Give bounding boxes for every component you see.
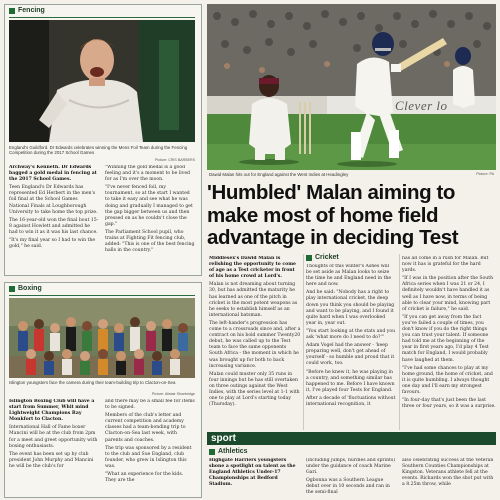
section-rule	[9, 17, 195, 18]
fencing-column-1	[9, 165, 99, 271]
fencing-column-2	[105, 165, 195, 271]
boxing-credit: Picture: Alistair Shoebridge	[151, 392, 195, 396]
paragraph: The 16-year-old won the final bout 15-8 against Howlett and admitted he had to win it as it was his last chance.	[9, 217, 99, 235]
paragraph: The event has been set up by club president John Murphy and Mancini he will be the club's for	[9, 451, 94, 469]
fencing-box	[4, 4, 202, 276]
paragraph: "Before he knew it, he was playing in a country, and something similar has happened to me. Before I have known it, I've played four Tests for England.	[306, 369, 395, 393]
boxing-column-1	[9, 399, 99, 493]
column-divider	[303, 254, 304, 430]
cricket-illustration	[207, 4, 496, 170]
malan-headline	[207, 182, 497, 250]
malan-column-1	[209, 256, 301, 430]
section-label: Fencing	[18, 7, 45, 14]
malan-column-2	[306, 264, 396, 430]
cricket-photo	[207, 4, 496, 170]
fencing-caption: England's Guildford. Dr Edwards celebrates winning the Mens Foil Team during the Fencing Competition during the 2017 School Games	[9, 145, 188, 156]
paragraph: International Hall of Fame boxer Mancini will be at the club from 2pm for a meet and greet opportunity with boxing enthusiasts.	[9, 425, 98, 449]
paragraph: "I've had some chances to play at my home ground, the home of cricket, and it is quite humbling. I always thought one day and I'll earn my strongest favours.	[402, 365, 493, 395]
fencing-credit: Picture: CRIS BARBERS	[155, 158, 195, 162]
malan-column-3	[402, 256, 496, 430]
cricket-section-head	[306, 254, 339, 261]
group-illustration	[9, 298, 195, 378]
headline-line-2: make most of home field	[207, 203, 439, 227]
paragraph: After a decade of 'fluctuations without international recognition, it	[306, 395, 396, 407]
paragraph: Thoughts of this winter's Ashes will be set aside as Malan looks to seize the time he and England need in the here and now.	[306, 264, 392, 288]
cricket-credit: Picture: PA	[476, 172, 494, 176]
paragraph: "I've never fenced foil, my tournament, so at the start I wanted to take it easy and see what he was doing and gradually I managed to get the gap bigger between us and then pressed on as he couldn't close the gap."	[105, 185, 193, 227]
athletics-column-2	[306, 458, 396, 498]
paragraph: also celebrating success at the Veteran Southern Counties Championships at Kingston. Veterans athlete fell at the events. Richards won the shot put with a 8.25m throw, while	[402, 458, 494, 488]
fencer-illustration	[9, 20, 195, 142]
athletics-section-head	[209, 448, 248, 455]
paragraph: Malan is not dreaming about turning 30, but has admitted the maturity he has learned as one of the pitch in cricket is the most potent weapons as he seeks to establish himself as an international batsman.	[209, 282, 298, 318]
hoarding-text: Clever lo	[395, 98, 448, 113]
fencing-section-head	[9, 7, 45, 14]
section-rule	[9, 295, 195, 296]
boxing-box	[4, 282, 202, 498]
paragraph: "What an experience for the kids. They are the	[105, 472, 184, 484]
paragraph: "Winning the gold medal is a good feeling and it's a moment to be lived for as I'm over the moon.	[105, 165, 190, 183]
headline-line-3: advantage in deciding Test	[207, 226, 459, 249]
paragraph: Members of the club's letter and current competition and academy classes had a team-bonding trip to Clacton-on-Sea last week, with parents and coaches.	[105, 413, 186, 443]
section-label: Boxing	[18, 285, 42, 292]
athletics-column-1	[209, 458, 301, 498]
boxing-section-head	[9, 285, 42, 292]
paragraph: Highgate Harriers youngsters shone a spotlight on talent as the England Athletics Under-17 Championships at Bedford Stadium.	[209, 458, 296, 488]
story-intro: Middlesex's Dawid Malan is relishing the opportunity to come of age as a Test cricketer in front of his home crowd at Lord's.	[209, 256, 296, 280]
section-marker-icon	[209, 449, 215, 455]
paragraph: (including jumps, hurdles and sprints) under the guidance of coach Marine Gari.	[306, 458, 396, 476]
section-label: Cricket	[315, 254, 339, 261]
section-marker-icon	[306, 255, 312, 261]
paragraph: Malan could muster only 35 runs in four innings but he has still overtaken on three outings against the West Indies, with the series level at 1-1 with one to play at Lord's starting today (Thursday).	[209, 371, 300, 408]
paragraph: "If you can get away from the fact you've failed a couple of times, you don't know if you do the right things you can trust your talent. If someone had told me at the beginning of the year in first years ago, I'd play 4 Test match for England, I would probably have laughed at them.	[402, 314, 489, 363]
headline-line-1: 'Humbled' Malan aiming to	[207, 181, 456, 204]
paragraph: The Parliament School pupil, who trains at Fighting Fit fencing club, added: "This is one of the best fencing halls in the country."	[105, 229, 195, 254]
paragraph: The trip was sponsored by a resident to the club and Sue England, club founder, who grew in Islington this was.	[105, 445, 192, 469]
cricket-caption: Dawid Malan hits out for England against the West Indies at Headingley	[209, 172, 349, 177]
boxing-caption: Islington youngsters face the camera during their team-building trip to Clacton-on-Sea	[9, 380, 176, 385]
paragraph: "In four-day that's just been the last three or four years, so it was a surprise.	[402, 398, 496, 410]
paragraph: Islington Boxing Club will have a start from Summer, Whit mind Lightweight Champions Ray Monkfort to Clacton.	[9, 399, 95, 423]
paragraph: Ogbonna was a Southern League debut over in 10 seconds and ran in the semi-final	[306, 478, 390, 496]
athletics-column-3	[402, 458, 496, 498]
sport-banner	[207, 432, 496, 445]
paragraph: Adam Vogel had the answer - 'keep preparing well, don't get ahead of yourself - so humble and proud that it could work, too.	[306, 343, 395, 367]
boxing-group-photo	[9, 298, 195, 378]
paragraph: "If I was in the position after the South Africa series when I was 21 or 24, I definitely wouldn't have handled it as well as I have now, in terms of being able to clear your mind, knowing part of cricket is failure," he said.	[402, 276, 494, 312]
paragraph: "You start looking at the stats and you ask 'what more do I need to do?'"	[306, 328, 396, 341]
column-divider	[399, 254, 400, 430]
paragraph: "It's my final year so I had to win the gold," he said.	[9, 238, 96, 250]
paragraph: The left-hander's progression has come to a crossroads since and, after a contract on his bold summer Twenty20 debut, he was called up to the Test team to face the same opponents South Africa - the moment in which he was brought up for both to back increasing variance.	[209, 320, 301, 369]
paragraph: has all come in a rush for Malan. But now it has is grateful for the hard yards.	[402, 256, 489, 274]
section-marker-icon	[9, 286, 15, 292]
paragraph: and there may be a small fee for items to be signed.	[105, 399, 195, 411]
boxing-column-2	[105, 399, 195, 493]
sport-banner-label: sport	[211, 433, 236, 444]
paragraph: Teen England's Dr Edwards has represented Ed Herbert in the men's foil final at the School Games National Finals at Loughborough University to take home the top prize.	[9, 185, 98, 215]
paragraph: And he said: "Nobody has a right to play international cricket, the deep down you think you should be playing and want to be playing, and I found it quite hard when I was overlooked year in, year out.	[306, 290, 395, 326]
paragraph: Archway's Kenneth. Dr Edwards bagged a gold medal in fencing at the 2017 School Games.	[9, 165, 97, 183]
section-label: Athletics	[218, 448, 248, 455]
section-marker-icon	[9, 8, 15, 14]
fencer-photo	[9, 20, 195, 142]
